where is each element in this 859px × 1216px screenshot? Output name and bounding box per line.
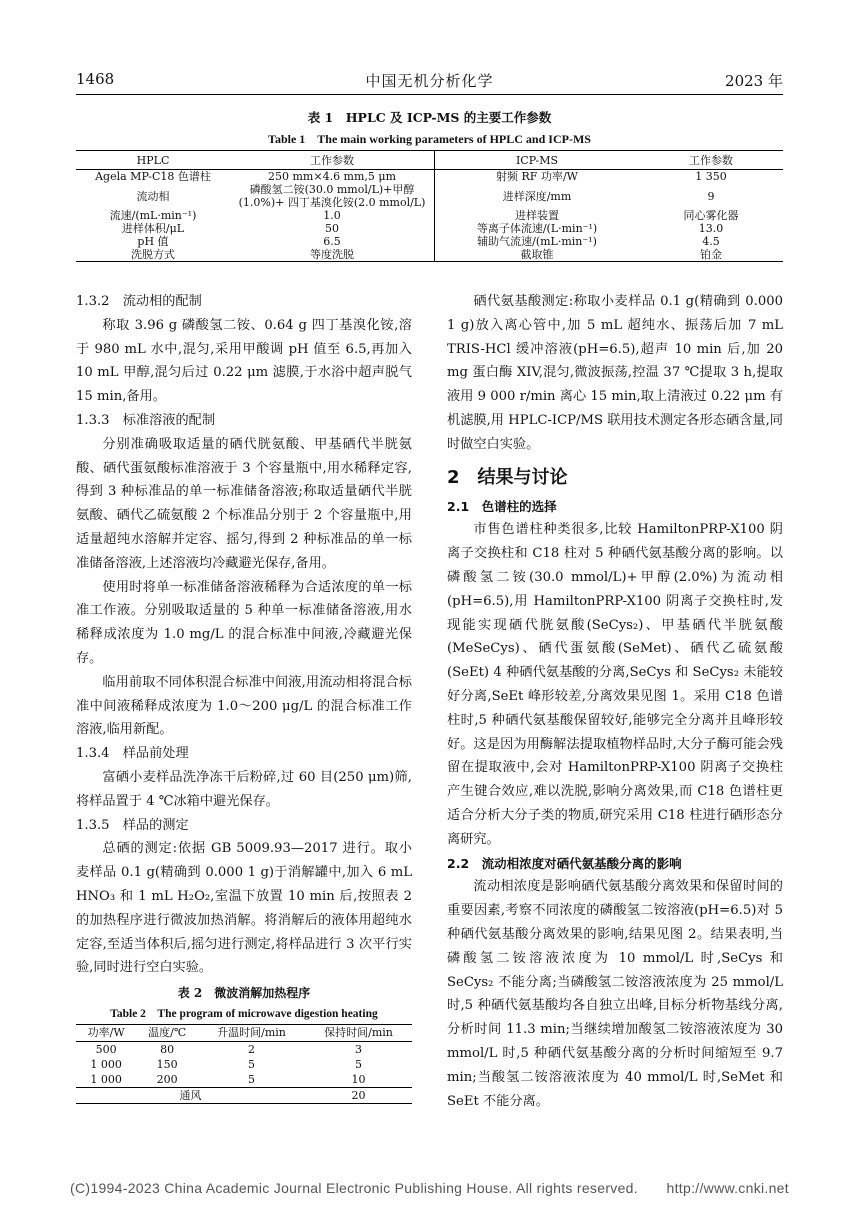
table-cell: 辅助气流速/(mL·min⁻¹) bbox=[477, 235, 597, 248]
section-heading: 2.2 流动相浓度对硒代氨基酸分离的影响 bbox=[447, 855, 682, 871]
paragraph: 称取 3.96 g 磷酸氢二铵、0.64 g 四丁基溴化铵,溶于 980 mL 水中,混匀,采用甲酸调 pH 值至 6.5,再加入 10 mL 甲醇,混匀后过 0.22 μm 滤膜,于水浴中超声脱气 15 min,备用。 bbox=[76, 317, 412, 405]
table-cell: 进样深度/mm bbox=[502, 189, 572, 203]
table2-header-row bbox=[76, 1025, 412, 1042]
table2-caption-cn: 表 2 微波消解加热程序 bbox=[177, 986, 311, 1001]
header-rule bbox=[76, 94, 783, 95]
table-cell: 150 bbox=[156, 1058, 178, 1072]
table2-header: 升温时间/min bbox=[198, 1025, 305, 1042]
table2-header: 功率/W bbox=[76, 1025, 136, 1042]
paragraph: 富硒小麦样品洗净冻干后粉碎,过 60 目(250 μm)筛,将样品置于 4 ℃冰箱中避光保存。 bbox=[76, 769, 412, 809]
table-cell: Agela MP-C18 色谱柱 bbox=[95, 170, 211, 183]
table-cell: 20 bbox=[305, 1088, 412, 1104]
table-cell: 流速/(mL·min⁻¹) bbox=[109, 209, 197, 222]
table-cell: 进样装置 bbox=[515, 209, 559, 222]
section-heading: 1.3.3 标准溶液的配制 bbox=[76, 412, 216, 428]
section-heading-main: 2 结果与讨论 bbox=[447, 466, 568, 488]
table-cell: 等离子体流速/(L·min⁻¹) bbox=[476, 222, 598, 235]
table-cell: 5 bbox=[248, 1073, 256, 1087]
paragraph: 临用前取不同体积混合标准中间液,用流动相将混合标准中间液稀释成浓度为 1.0～200 μg/L 的混合标准工作溶液,临用新配。 bbox=[76, 674, 412, 738]
table1 bbox=[76, 150, 783, 262]
table1-caption-cn: 表 1 HPLC 及 ICP-MS 的主要工作参数 bbox=[307, 110, 552, 125]
table-cell: 50 bbox=[230, 222, 435, 235]
table-cell: 13.0 bbox=[698, 222, 724, 235]
table-row bbox=[76, 222, 783, 235]
table-cell: 6.5 bbox=[230, 235, 435, 248]
page-number: 1468 bbox=[76, 70, 115, 88]
table-cell: 1 350 bbox=[695, 170, 727, 183]
copyright-footer: (C)1994-2023 China Academic Journal Electronic Publishing House. All rights reserved. http://www.cnki.net bbox=[70, 1180, 789, 1196]
table-row bbox=[76, 1088, 412, 1104]
paragraph: 使用时将单一标准储备溶液稀释为合适浓度的单一标准工作液。分别吸取适量的 5 种单一标准储备溶液,用水稀释成浓度为 1.0 mg/L 的混合标准中间液,冷藏避光保存。 bbox=[76, 579, 412, 666]
table-cell: 截取锥 bbox=[520, 248, 554, 261]
table-cell: 3 bbox=[355, 1043, 362, 1057]
section-heading: 1.3.4 样品前处理 bbox=[76, 746, 189, 762]
table-cell: 进样体积/μL bbox=[121, 222, 185, 235]
running-header bbox=[76, 70, 783, 92]
table-row bbox=[76, 183, 783, 209]
paragraph: 市售色谱柱种类很多,比较 HamiltonPRP-X100 阴离子交换柱和 C18 柱对 5 种硒代氨基酸分离的影响。以磷酸氢二铵(30.0 mmol/L)+甲醇(2.0%)为流动相(pH=6.5),用 HamiltonPRP-X100 阴离子交换柱时,发现能实现硒代胱氨酸(SeCys₂)、甲基硒代半胱氨酸(MeSeCys)、硒代蛋氨酸(SeMet)、硒代乙硫氨酸(SeEt) 4 种硒代氨基酸的分离,SeCys 和 SeCys₂ 未能较好分离,SeEt 峰形较差,分离效果见图 1。采用 C18 色谱柱时,5 种硒代氨基酸保留较好,能够完全分离并且峰形较好。这是因为用酶解法提取植物样品时,大分子酶可能会残留在提取液中,会对 HamiltonPRP-X100 阴离子交换柱产生键合效应,难以洗脱,影响分离效果,而 C18 色谱柱更适合分析大分子类的物质,研究采用 C18 柱进行硒形态分离研究。 bbox=[447, 522, 783, 847]
table1-header: 工作参数 bbox=[639, 151, 783, 170]
table-cell: pH 值 bbox=[137, 235, 169, 248]
section-heading: 1.3.5 样品的测定 bbox=[76, 817, 189, 833]
paragraph: 硒代氨基酸测定:称取小麦样品 0.1 g(精确到 0.000 1 g)放入离心管中,加 5 mL 超纯水、振荡后加 7 mL TRIS-HCl 缓冲溶液(pH=6.5),超声 10 min 后,加 20 mg 蛋白酶 XIV,混匀,微波振荡,控温 37 ℃提取 3 h,提取液用 9 000 r/min 离心 15 min,取上清液过 0.22 μm 有机滤膜,用 HPLC-ICP/MS 联用技术测定各形态硒含量,同时做空白实验。 bbox=[447, 294, 783, 452]
section-heading: 1.3.2 流动相的配制 bbox=[76, 294, 202, 309]
table-cell: 磷酸氢二铵(30.0 mmol/L)+甲醇(1.0%)+ 四丁基溴化铵(2.0 mmol/L) bbox=[230, 183, 435, 209]
table-row bbox=[76, 248, 783, 262]
table-cell: 1 000 bbox=[90, 1058, 122, 1072]
table-cell: 等度洗脱 bbox=[230, 248, 435, 262]
table-cell: 500 bbox=[95, 1043, 117, 1057]
table1-header: HPLC bbox=[76, 151, 230, 170]
table-cell: 流动相 bbox=[136, 189, 170, 203]
table-row bbox=[76, 209, 783, 222]
table-cell: 铂金 bbox=[700, 248, 722, 261]
table-cell: 200 bbox=[156, 1073, 178, 1087]
paragraph: 流动相浓度是影响硒代氨基酸分离效果和保留时间的重要因素,考察不同浓度的磷酸氢二铵溶液(pH=6.5)对 5 种硒代氨基酸分离效果的影响,结果见图 2。结果表明,当磷酸氢二铵溶液浓度为 10 mmol/L 时,SeCys 和 SeCys₂ 不能分离;当磷酸氢二铵溶液浓度为 25 mmol/L 时,5 种硒代氨基酸均各自独立出峰,目标分析物基线分离,分析时间 11.3 min;当继续增加酸氢二铵溶液浓度为 30 mmol/L 时,5 种硒代氨基酸分离的分析时间缩短至 9.7 min;当酸氢二铵溶液浓度为 40 mmol/L 时,SeMet 和 SeEt 不能分离。 bbox=[447, 879, 783, 1109]
table2-header: 保持时间/min bbox=[305, 1025, 412, 1042]
year: 2023 年 bbox=[725, 72, 783, 90]
table-row bbox=[76, 1057, 412, 1072]
table-cell: 10 bbox=[351, 1073, 366, 1087]
table-cell: 射频 RF 功率/W bbox=[496, 170, 578, 183]
table-cell: 同心雾化器 bbox=[683, 209, 739, 222]
table-cell: 4.5 bbox=[702, 235, 720, 248]
right-column bbox=[447, 290, 783, 1113]
table-cell: 洗脱方式 bbox=[131, 248, 175, 261]
table-cell: 80 bbox=[160, 1043, 175, 1057]
table1-header: ICP-MS bbox=[435, 151, 640, 170]
table2-header: 温度/℃ bbox=[136, 1025, 198, 1042]
table-cell: 1 000 bbox=[90, 1073, 122, 1087]
left-column bbox=[76, 290, 412, 1104]
table-cell: 9 bbox=[707, 189, 715, 203]
table-cell: 2 bbox=[248, 1043, 256, 1057]
table2 bbox=[76, 1024, 412, 1104]
table-cell: 5 bbox=[355, 1058, 362, 1072]
table-cell: 250 mm×4.6 mm,5 μm bbox=[230, 170, 435, 184]
table-row bbox=[76, 1072, 412, 1088]
table-row bbox=[76, 1042, 412, 1058]
table2-caption-en: Table 2 The program of microwave digestion heating bbox=[110, 1008, 378, 1021]
section-heading: 2.1 色谱柱的选择 bbox=[447, 498, 557, 514]
table-cell: 通风 bbox=[76, 1088, 305, 1104]
paragraph: 总硒的测定:依据 GB 5009.93—2017 进行。取小麦样品 0.1 g(精确到 0.000 1 g)于消解罐中,加入 6 mL HNO₃ 和 1 mL H₂O₂,室温下放置 10 min 后,按照表 2 的加热程序进行微波加热消解。将消解后的液体用超纯水定容,至适当体积后,摇匀进行测定,将样品进行 3 次平行实验,同时进行空白实验。 bbox=[76, 841, 412, 976]
journal-title: 中国无机分析化学 bbox=[365, 72, 494, 90]
table-row bbox=[76, 170, 783, 184]
table-cell: 5 bbox=[248, 1058, 256, 1072]
paragraph: 分别准确吸取适量的硒代胱氨酸、甲基硒代半胱氨酸、硒代蛋氨酸标准溶液于 3 个容量瓶中,用水稀释定容,得到 3 种标准品的单一标准储备溶液;称取适量硒代半胱氨酸、硒代乙硫氨酸 2 个标准品分别于 2 个容量瓶中,用适量超纯水溶解并定容、摇匀,得到 2 种标准品的单一标准储备溶液,上述溶液均冷藏避光保存,备用。 bbox=[76, 436, 412, 571]
table1-header-row bbox=[76, 151, 783, 170]
table1-caption-en: Table 1 The main working parameters of HPLC and ICP-MS bbox=[268, 132, 591, 146]
table-row bbox=[76, 235, 783, 248]
table-cell: 1.0 bbox=[230, 209, 435, 222]
table1-header: 工作参数 bbox=[230, 151, 435, 170]
